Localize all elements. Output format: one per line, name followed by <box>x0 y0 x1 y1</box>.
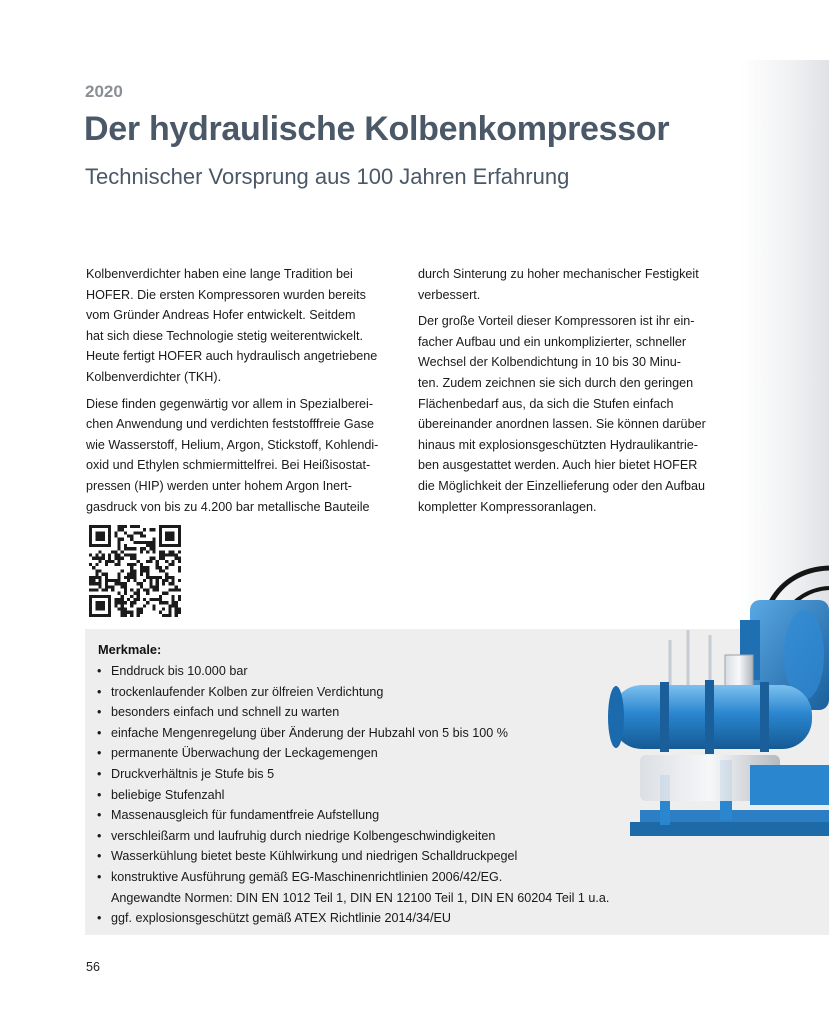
paragraph: Kolbenverdichter haben eine lange Tradition bei HOFER. Die ersten Kompressoren wurden bereits vom Gründer Andreas Hofer entwickelt. Seitdem hat sich diese Technologie stetig weiterentwickelt. Heute fertigt HOFER auch hydraulisch angetriebene Kolbenverdichter (TKH). <box>86 267 378 384</box>
features-heading: Merkmale: <box>98 642 162 657</box>
list-item: • beliebige Stufenzahl <box>97 785 657 806</box>
page-number: 56 <box>86 960 100 974</box>
list-item: • Enddruck bis 10.000 bar <box>97 661 657 682</box>
list-item: • besonders einfach und schnell zu warten <box>97 702 657 723</box>
paragraph: durch Sinterung zu hoher mechanischer Festigkeit verbessert. <box>418 267 699 302</box>
list-item: • permanente Überwachung der Leckagemengen <box>97 743 657 764</box>
list-item: • Wasserkühlung bietet beste Kühlwirkung und niedrigen Schalldruckpegel <box>97 846 657 867</box>
list-item: • konstruktive Ausführung gemäß EG-Maschinenrichtlinien 2006/42/EG. Angewandte Normen: DIN EN 1012 Teil 1, DIN EN 12100 Teil 1, DIN EN 60204 Teil 1 u.a. <box>97 867 657 908</box>
list-item: • verschleißarm und laufruhig durch niedrige Kolbengeschwindigkeiten <box>97 826 657 847</box>
paragraph: Diese finden gegenwärtig vor allem in Spezialberei- chen Anwendung und verdichten feststofffreie Gase wie Wasserstoff, Helium, Argon, Stickstoff, Kohlendi- oxid und Ethylen schmiermittelfrei. Bei Heißisostat- pressen (HIP) werden unter hohem Argon Inert- gasdruck von bis zu 4.200 bar metallische Bauteile <box>86 396 379 514</box>
features-list <box>97 661 657 929</box>
list-item: • Druckverhältnis je Stufe bis 5 <box>97 764 657 785</box>
list-item: • einfache Mengenregelung über Änderung der Hubzahl von 5 bis 100 % <box>97 723 657 744</box>
list-item: • Massenausgleich für fundamentfreie Aufstellung <box>97 805 657 826</box>
page-subtitle: Technischer Vorsprung aus 100 Jahren Erfahrung <box>85 164 570 189</box>
list-item: • trockenlaufender Kolben zur ölfreien Verdichtung <box>97 682 657 703</box>
paragraph: Der große Vorteil dieser Kompressoren ist ihr ein- facher Aufbau und ein unkomplizierter, schneller Wechsel der Kolbendichtung in 10 bis 30 Minu- ten. Zudem zeichnen sie sich durch den geringen Flächenbedarf aus, da sich die Stufen einfach übereinander anordnen lassen. Sie können darüber hinaus mit explosionsgeschützten Hydraulikantrie- ben ausgestattet werden. Auch hier bietet HOFER die Möglichkeit der Einzellieferung oder den Aufbau kompletter Kompressoranlagen. <box>418 314 706 514</box>
qr-code-icon[interactable] <box>89 525 181 617</box>
text-column-right <box>418 264 738 523</box>
list-item: • ggf. explosionsgeschützt gemäß ATEX Richtlinie 2014/34/EU <box>97 908 657 929</box>
page-title: Der hydraulische Kolbenkompressor <box>84 110 670 148</box>
year-label: 2020 <box>85 82 123 101</box>
text-column-left <box>86 264 401 523</box>
compressor-machine-image <box>600 560 829 880</box>
